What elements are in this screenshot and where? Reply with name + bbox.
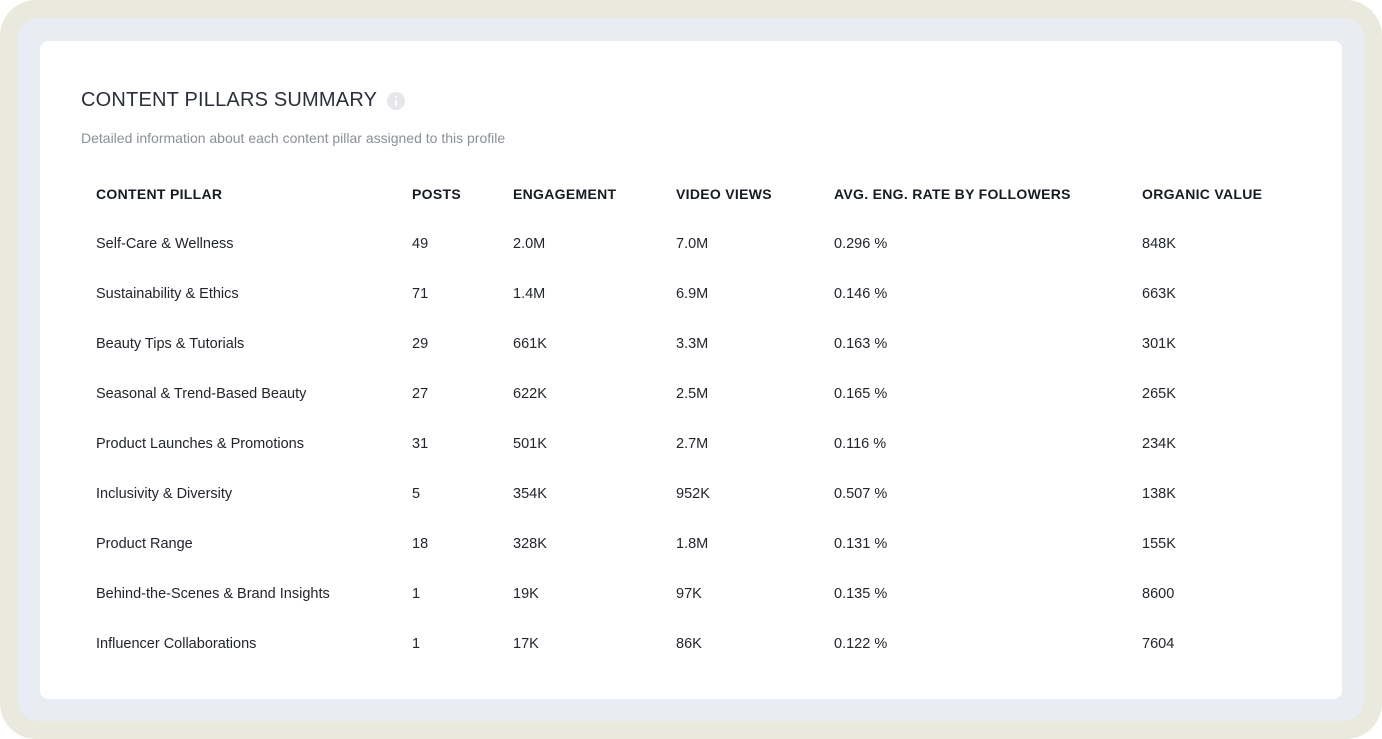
engagement-cell: 501K	[513, 436, 547, 452]
column-header-posts[interactable]: POSTS	[412, 186, 461, 202]
pillar-name-cell: Self-Care & Wellness	[96, 236, 234, 252]
content-pillars-table	[96, 169, 1326, 669]
video-views-cell: 7.0M	[676, 236, 709, 252]
video-views-cell: 86K	[676, 636, 702, 652]
engagement-cell: 19K	[513, 586, 539, 602]
table-row	[96, 419, 1326, 469]
table-row	[96, 219, 1326, 269]
organic-value-cell: 265K	[1142, 386, 1176, 402]
video-views-cell: 2.5M	[676, 386, 709, 402]
table-row	[96, 469, 1326, 519]
engagement-cell: 2.0M	[513, 236, 546, 252]
column-header-video-views[interactable]: VIDEO VIEWS	[676, 186, 772, 202]
avg-eng-rate-cell: 0.135 %	[834, 586, 888, 602]
table-row	[96, 569, 1326, 619]
video-views-cell: 97K	[676, 586, 702, 602]
organic-value-cell: 138K	[1142, 486, 1176, 502]
column-header-content-pillar[interactable]: CONTENT PILLAR	[96, 186, 223, 202]
engagement-cell: 328K	[513, 536, 547, 552]
video-views-cell: 952K	[676, 486, 710, 502]
video-views-cell: 3.3M	[676, 336, 709, 352]
avg-eng-rate-cell: 0.507 %	[834, 486, 888, 502]
posts-cell: 5	[412, 486, 421, 502]
organic-value-cell: 234K	[1142, 436, 1176, 452]
column-header-avg-eng-rate[interactable]: AVG. ENG. RATE BY FOLLOWERS	[834, 186, 1071, 202]
video-views-cell: 1.8M	[676, 536, 709, 552]
page-background	[18, 18, 1364, 721]
posts-cell: 27	[412, 386, 429, 402]
organic-value-cell: 301K	[1142, 336, 1176, 352]
pillar-name-cell: Product Launches & Promotions	[96, 436, 304, 452]
info-icon[interactable]	[387, 92, 405, 110]
table-header-row	[96, 169, 1326, 219]
pillar-name-cell: Influencer Collaborations	[96, 636, 257, 652]
posts-cell: 1	[412, 636, 421, 652]
avg-eng-rate-cell: 0.146 %	[834, 286, 888, 302]
organic-value-cell: 7604	[1142, 636, 1175, 652]
pillar-name-cell: Sustainability & Ethics	[96, 286, 239, 302]
pillar-name-cell: Beauty Tips & Tutorials	[96, 336, 245, 352]
table-row	[96, 269, 1326, 319]
card-subtitle: Detailed information about each content pillar assigned to this profile	[81, 130, 506, 146]
card-title: CONTENT PILLARS SUMMARY	[81, 89, 378, 111]
avg-eng-rate-cell: 0.296 %	[834, 236, 888, 252]
posts-cell: 31	[412, 436, 429, 452]
posts-cell: 1	[412, 586, 421, 602]
avg-eng-rate-cell: 0.131 %	[834, 536, 888, 552]
pillar-name-cell: Behind-the-Scenes & Brand Insights	[96, 586, 330, 602]
table-row	[96, 369, 1326, 419]
content-pillars-card	[40, 41, 1342, 699]
engagement-cell: 354K	[513, 486, 547, 502]
avg-eng-rate-cell: 0.163 %	[834, 336, 888, 352]
posts-cell: 71	[412, 286, 429, 302]
posts-cell: 49	[412, 236, 429, 252]
engagement-cell: 661K	[513, 336, 547, 352]
organic-value-cell: 663K	[1142, 286, 1176, 302]
posts-cell: 29	[412, 336, 429, 352]
organic-value-cell: 155K	[1142, 536, 1176, 552]
table-row	[96, 519, 1326, 569]
video-views-cell: 2.7M	[676, 436, 709, 452]
engagement-cell: 622K	[513, 386, 547, 402]
pillar-name-cell: Inclusivity & Diversity	[96, 486, 233, 502]
column-header-organic-value[interactable]: ORGANIC VALUE	[1142, 186, 1263, 202]
pillar-name-cell: Product Range	[96, 536, 193, 552]
organic-value-cell: 848K	[1142, 236, 1176, 252]
card-header	[81, 89, 405, 112]
engagement-cell: 17K	[513, 636, 539, 652]
posts-cell: 18	[412, 536, 429, 552]
avg-eng-rate-cell: 0.116 %	[834, 436, 887, 452]
engagement-cell: 1.4M	[513, 286, 546, 302]
avg-eng-rate-cell: 0.122 %	[834, 636, 888, 652]
organic-value-cell: 8600	[1142, 586, 1175, 602]
table-row	[96, 619, 1326, 669]
pillar-name-cell: Seasonal & Trend-Based Beauty	[96, 386, 307, 402]
table-row	[96, 319, 1326, 369]
video-views-cell: 6.9M	[676, 286, 709, 302]
column-header-engagement[interactable]: ENGAGEMENT	[513, 186, 617, 202]
avg-eng-rate-cell: 0.165 %	[834, 386, 888, 402]
